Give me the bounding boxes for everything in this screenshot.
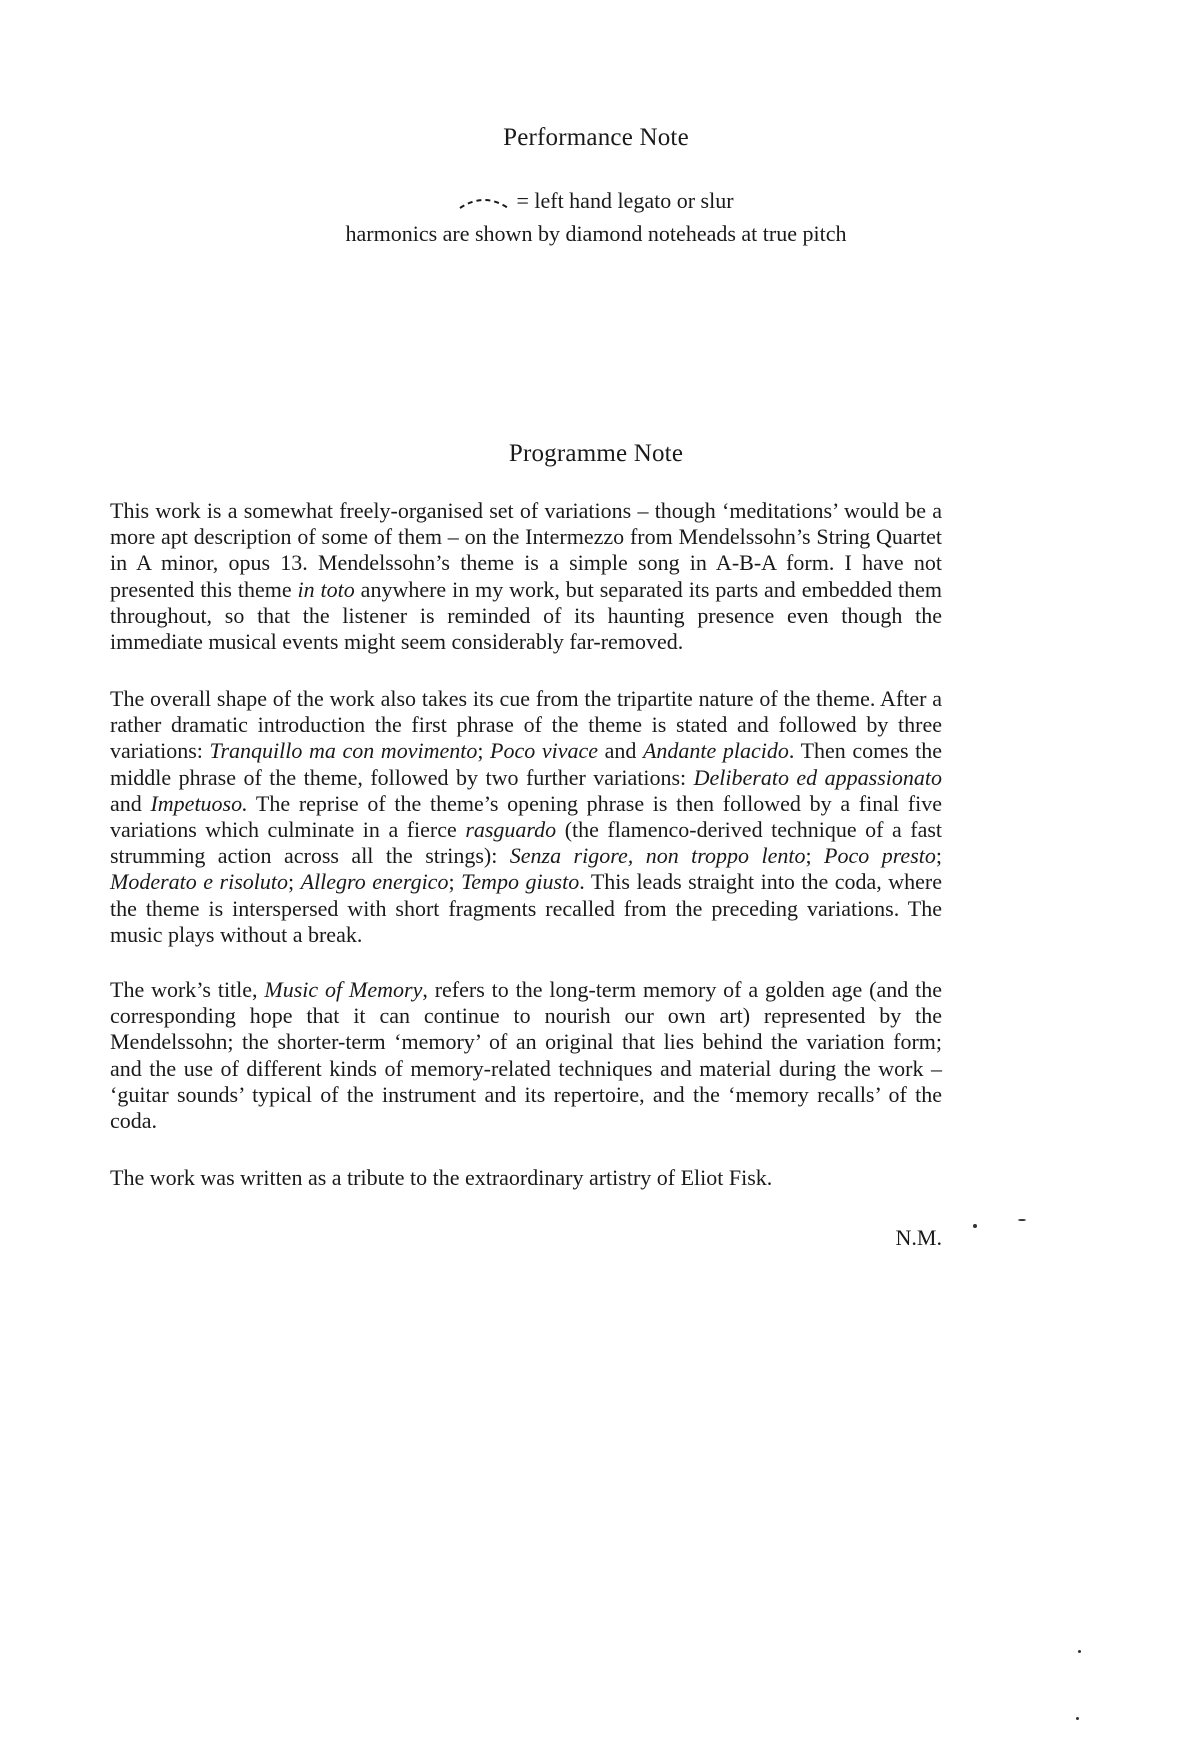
text-run: ; bbox=[477, 738, 491, 764]
programme-paragraph-1 bbox=[110, 498, 942, 655]
italic-term: Tempo giusto bbox=[461, 869, 580, 895]
scan-speck bbox=[1018, 1219, 1026, 1221]
text-run: The work’s title, bbox=[110, 977, 265, 1002]
italic-term: rasguardo bbox=[465, 817, 557, 843]
programme-note-heading: Programme Note bbox=[508, 440, 684, 467]
text-run: . Then comes the middle phrase of the theme, followed by two further variations: bbox=[110, 738, 943, 790]
italic-term: Music of Memory bbox=[264, 977, 423, 1002]
italic-term: in toto bbox=[297, 576, 355, 602]
harmonics-legend: harmonics are shown by diamond noteheads at true pitch bbox=[345, 221, 847, 246]
italic-term: Moderato e risoluto bbox=[110, 869, 288, 895]
text-run: (the flamenco-derived technique of a fast strumming action across all the strings): bbox=[110, 817, 943, 869]
text-run: The overall shape of the work also takes its cue from the tripartite nature of the theme. After a rather dramatic introduction the first phrase of the theme is stated and followed by three variations: bbox=[110, 686, 942, 764]
italic-term: Allegro energico bbox=[300, 869, 449, 895]
text-run: and bbox=[598, 738, 643, 764]
text-run: ; bbox=[448, 869, 462, 895]
text-run: ; bbox=[288, 869, 301, 895]
text-run: The reprise of the theme’s opening phrase is then followed by a final five variations which culminate in a fierce bbox=[110, 790, 943, 843]
author-initials: N.M. bbox=[895, 1225, 942, 1250]
italic-term: Impetuoso. bbox=[150, 790, 248, 816]
text-run: . This leads straight into the coda, where the theme is interspersed with short fragments recalled from the preceding variations. The music plays without a break. bbox=[110, 869, 943, 947]
text-run: anywhere in my work, but separated its parts and embedded them throughout, so that the listener is reminded of its haunting presence even though the immediate musical events might seem considerably far-removed. bbox=[110, 576, 942, 655]
italic-term: Senza rigore, non troppo lento bbox=[509, 843, 806, 869]
italic-term: Deliberato ed appassionato bbox=[693, 764, 942, 790]
italic-term: Poco vivace bbox=[490, 738, 599, 764]
italic-term: Poco presto bbox=[824, 843, 936, 869]
dashed-slur-icon bbox=[458, 196, 510, 210]
legato-legend bbox=[0, 186, 1192, 216]
programme-paragraph-3 bbox=[110, 977, 942, 1134]
italic-term: Andante placido bbox=[642, 738, 789, 764]
text-run: This work is a somewhat freely-organised set of variations – though ‘meditations’ would be a more apt description of some of them – on the Intermezzo from Mendelssohn’s String Quartet in A minor, opus 13. Mendelssohn’s theme is a simple song in A-B-A form. I have not presented this theme bbox=[110, 498, 942, 602]
scan-speck bbox=[973, 1224, 977, 1228]
programme-paragraph-4: The work was written as a tribute to the extraordinary artistry of Eliot Fisk. bbox=[110, 1165, 773, 1190]
italic-term: Tranquillo ma con movimento bbox=[209, 738, 478, 764]
scan-speck bbox=[1078, 1650, 1081, 1653]
performance-note-heading: Performance Note bbox=[503, 124, 689, 151]
programme-paragraph-2 bbox=[110, 686, 942, 948]
text-run: , refers to the long-term memory of a golden age (and the corresponding hope that it can continue to nourish our own art) represented by the Mendelssohn; the shorter-term ‘memory’ of an original that lies behind the variation form; and the use of different kinds of memory-related techniques and material during the work – ‘guitar sounds’ typical of the instrument and its repertoire, and the ‘memory recalls’ of the coda. bbox=[110, 977, 942, 1134]
legato-legend-text: = left hand legato or slur bbox=[516, 188, 734, 213]
scan-speck bbox=[1076, 1717, 1079, 1720]
text-run: ; bbox=[935, 843, 942, 869]
text-run: ; bbox=[805, 843, 825, 869]
text-run: and bbox=[110, 790, 151, 816]
